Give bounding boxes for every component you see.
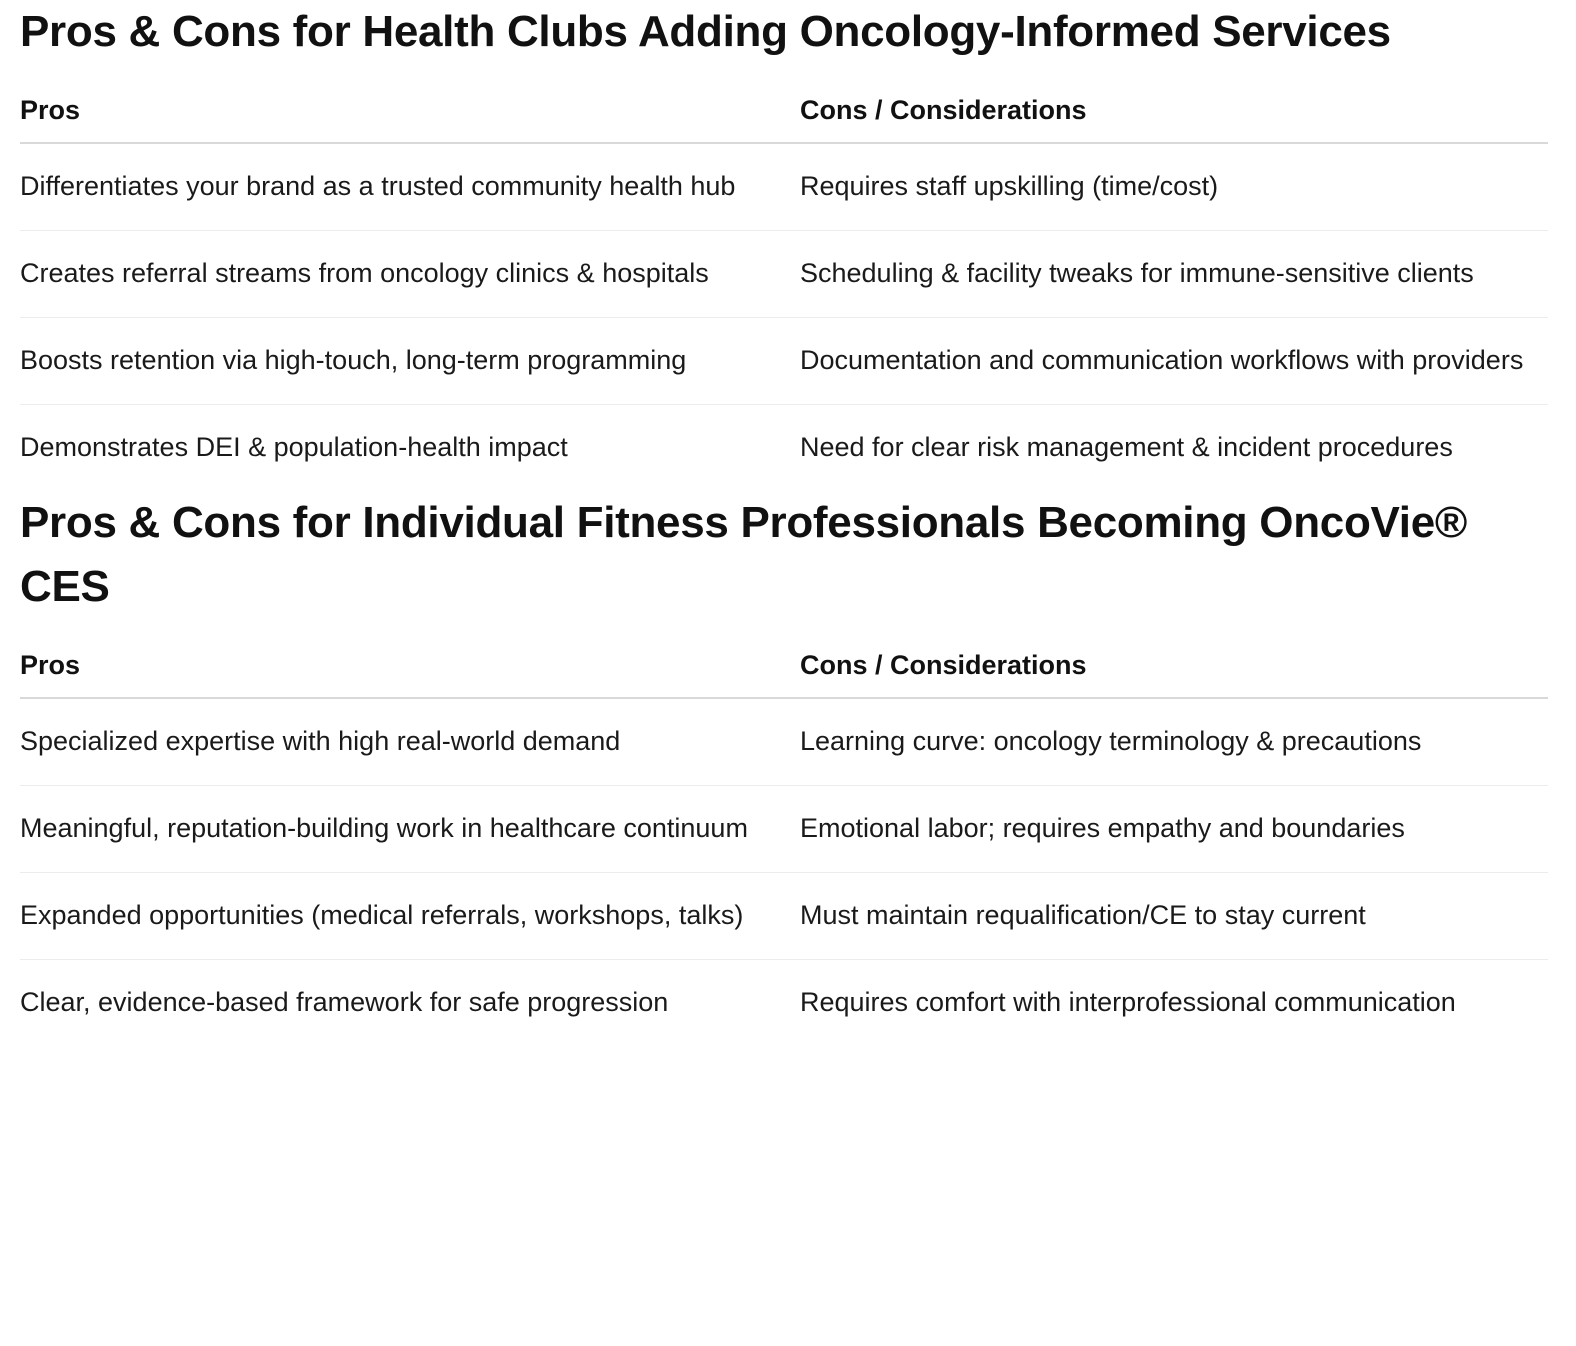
con-cell: Scheduling & facility tweaks for immune-sensitive clients [800, 231, 1548, 318]
pro-cell: Creates referral streams from oncology clinics & hospitals [20, 231, 800, 318]
table-row [20, 698, 1548, 786]
pro-cell: Expanded opportunities (medical referrals, workshops, talks) [20, 873, 800, 960]
con-cell: Must maintain requalification/CE to stay current [800, 873, 1548, 960]
con-cell: Documentation and communication workflows with providers [800, 318, 1548, 405]
table-row [20, 318, 1548, 405]
column-header-pros: Pros [20, 78, 800, 143]
con-cell: Need for clear risk management & incident procedures [800, 432, 1453, 462]
section-title-health-clubs: Pros & Cons for Health Clubs Adding Oncology-Informed Services [20, 7, 1391, 56]
pro-cell: Demonstrates DEI & population-health impact [20, 432, 568, 462]
pros-cons-table-health-clubs [20, 78, 1548, 491]
table-row [20, 873, 1548, 960]
table-row [20, 786, 1548, 873]
pros-cons-table-fitness-professionals [20, 633, 1548, 1046]
con-cell: Emotional labor; requires empathy and boundaries [800, 786, 1548, 873]
table-header-row [20, 78, 1548, 143]
table-row [20, 143, 1548, 231]
column-header-pros: Pros [20, 633, 800, 698]
column-header-cons: Cons / Considerations [800, 78, 1548, 143]
pro-cell: Clear, evidence-based framework for safe progression [20, 987, 669, 1017]
con-cell: Requires staff upskilling (time/cost) [800, 143, 1548, 231]
pro-cell: Boosts retention via high-touch, long-term programming [20, 318, 800, 405]
column-header-cons: Cons / Considerations [800, 633, 1548, 698]
table-row [20, 960, 1548, 1047]
pro-cell: Meaningful, reputation-building work in healthcare continuum [20, 786, 800, 873]
table-header-row [20, 633, 1548, 698]
con-cell: Learning curve: oncology terminology & precautions [800, 698, 1548, 786]
table-row [20, 405, 1548, 492]
con-cell: Requires comfort with interprofessional communication [800, 987, 1456, 1017]
pro-cell: Differentiates your brand as a trusted community health hub [20, 143, 800, 231]
table-row [20, 231, 1548, 318]
section-title-fitness-professionals: Pros & Cons for Individual Fitness Professionals Becoming OncoVie® CES [20, 498, 1468, 611]
pro-cell: Specialized expertise with high real-world demand [20, 698, 800, 786]
